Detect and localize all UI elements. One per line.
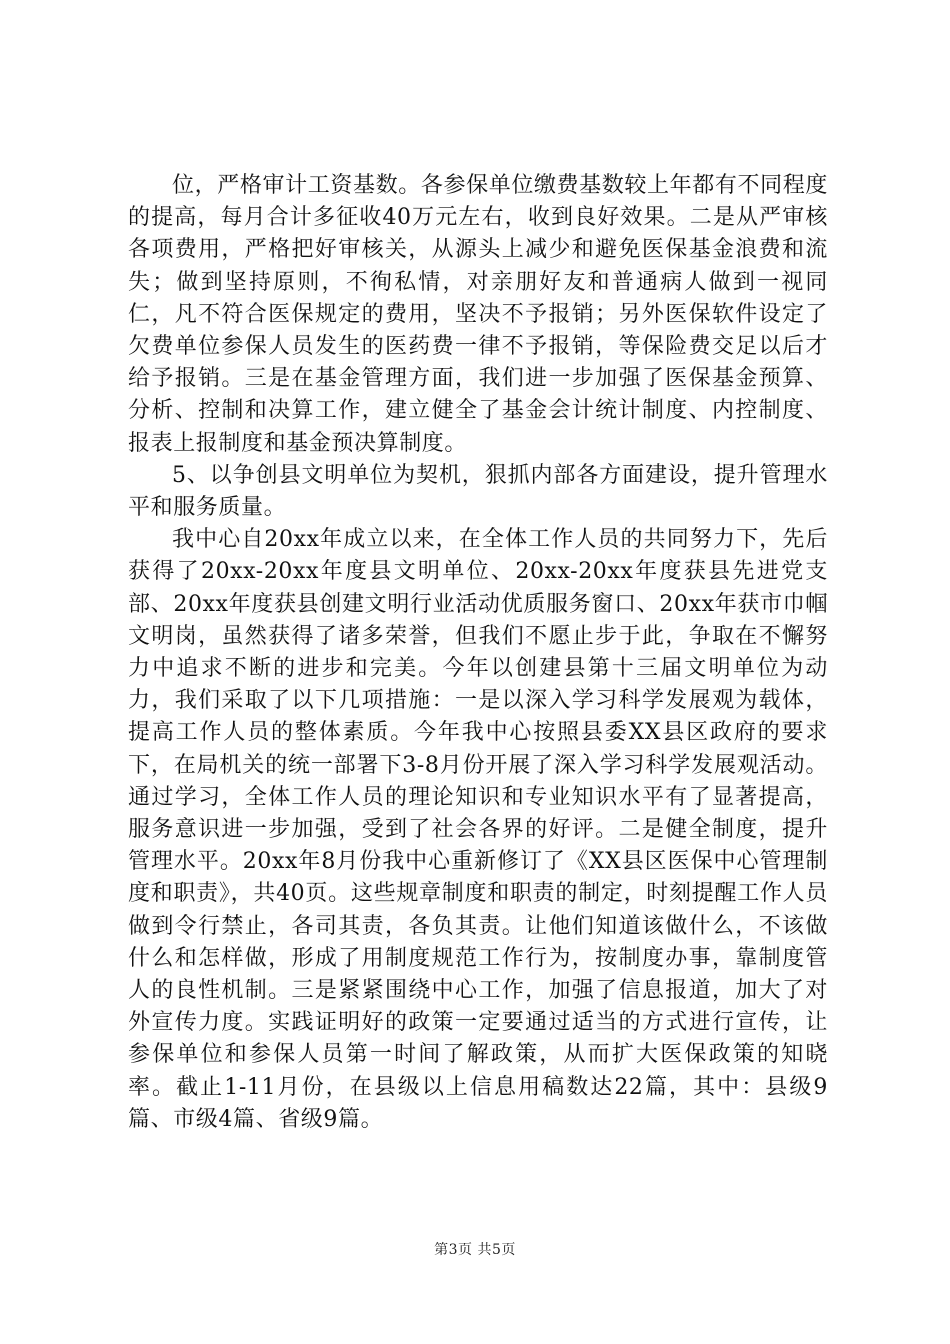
document-body [128, 170, 828, 1136]
paragraph-section-heading: 5、以争创县文明单位为契机，狠抓内部各方面建设，提升管理水平和服务质量。 [128, 462, 828, 521]
paragraph-civilization-measures: 我中心自20xx年成立以来，在全体工作人员的共同努力下，先后获得了20xx-20xx年度县文明单位、20xx-20xx年度获县先进党支部、20xx年度获县创建文明行业活动优质服务窗口、20xx年获市巾帼文明岗，虽然获得了诸多荣誉，但我们不愿止步于此，争取在不懈努力中追求不断的进步和完美。今年以创建县第十三届文明单位为动力，我们采取了以下几项措施：一是以深入学习科学发展观为载体，提高工作人员的整体素质。今年我中心按照县委XX县区政府的要求下，在局机关的统一部署下3-8月份开展了深入学习科学发展观活动。通过学习，全体工作人员的理论知识和专业知识水平有了显著提高，服务意识进一步加强，受到了社会各界的好评。二是健全制度，提升管理水平。20xx年8月份我中心重新修订了《XX县区医保中心管理制度和职责》，共40页。这些规章制度和职责的制定，时刻提醒工作人员做到令行禁止，各司其责，各负其责。让他们知道该做什么，不该做什么和怎样做，形成了用制度规范工作行为，按制度办事，靠制度管人的良性机制。三是紧紧围绕中心工作，加强了信息报道，加大了对外宣传力度。实践证明好的政策一定要通过适当的方式进行宣传，让参保单位和参保人员第一时间了解政策，从而扩大医保政策的知晓率。截止1-11月份，在县级以上信息用稿数达22篇，其中：县级9篇、市级4篇、省级9篇。 [128, 527, 828, 1132]
page-number-footer: 第3页 共5页 [434, 1242, 516, 1258]
paragraph-fund-audit: 位，严格审计工资基数。各参保单位缴费基数较上年都有不同程度的提高，每月合计多征收40万元左右，收到良好效果。二是从严审核各项费用，严格把好审核关，从源头上减少和避免医保基金浪费和流失；做到坚持原则，不徇私情，对亲朋好友和普通病人做到一视同仁，凡不符合医保规定的费用，坚决不予报销；另外医保软件设定了欠费单位参保人员发生的医药费一律不予报销，等保险费交足以后才给予报销。三是在基金管理方面，我们进一步加强了医保基金预算、分析、控制和决算工作，建立健全了基金会计统计制度、内控制度、报表上报制度和基金预决算制度。 [128, 173, 828, 456]
